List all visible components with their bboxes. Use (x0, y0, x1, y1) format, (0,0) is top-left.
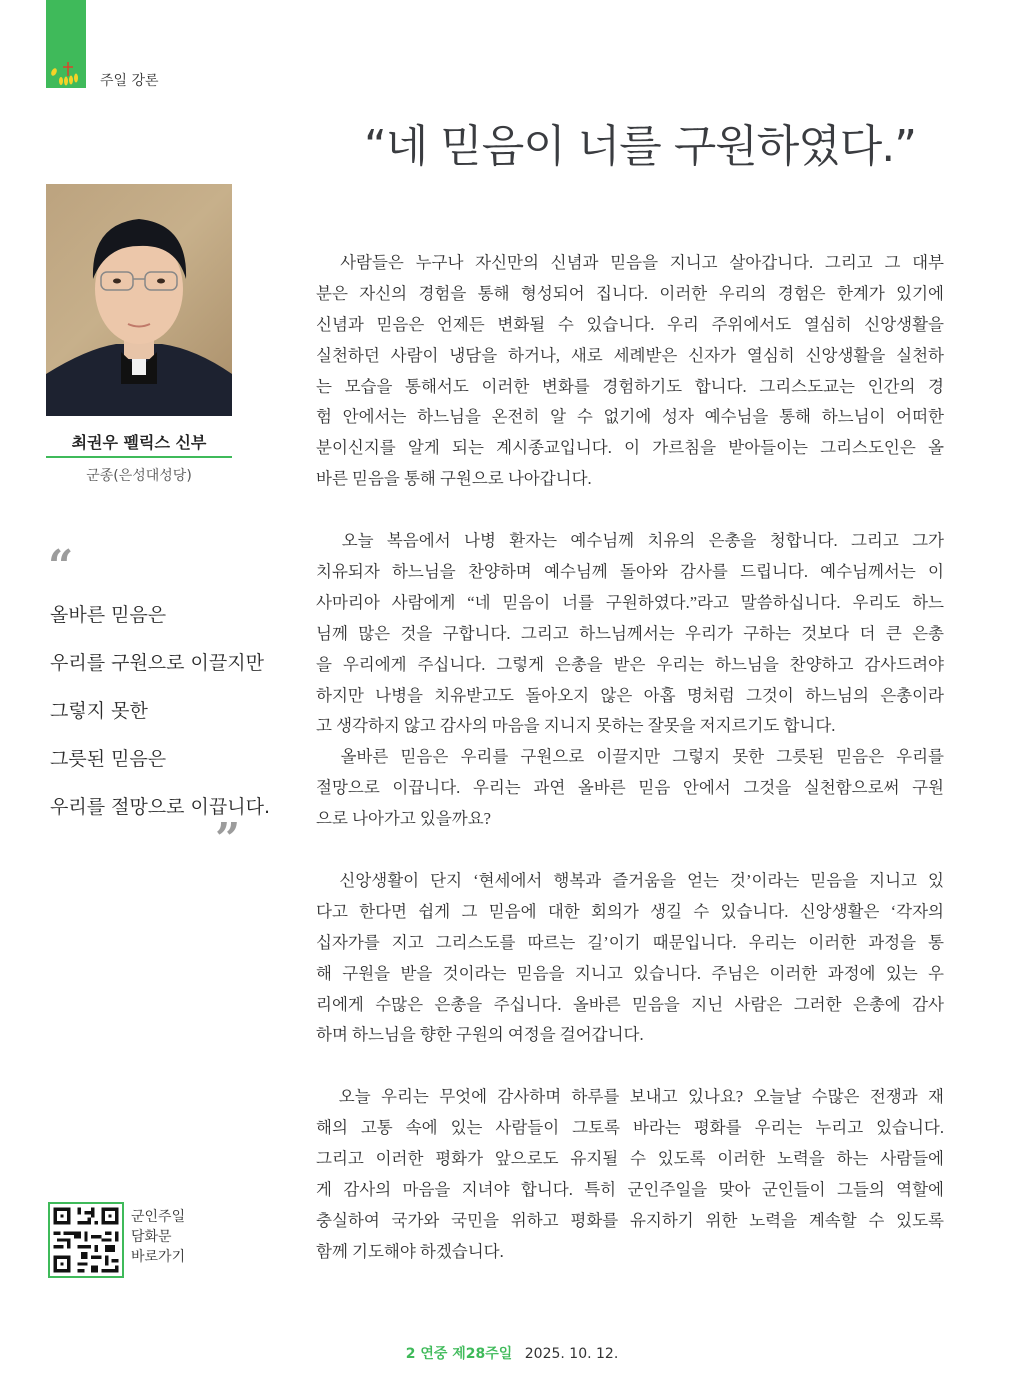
text-line: 는 모습을 통해서도 이러한 변화를 경험하기도 합니다. 그리스도교는 인간의 경 (316, 376, 944, 396)
text-line: 실천하던 사람이 냉담을 하거나, 새로 세례받은 신자가 열심히 신앙생활을 실천하 (316, 345, 944, 365)
qr-link-label[interactable] (131, 1207, 185, 1267)
paragraph (316, 1082, 944, 1267)
cross-candles-icon (46, 48, 86, 88)
text-line: 고 생각하지 않고 감사의 마음을 지니지 못하는 잘못을 저지르기도 합니다. (316, 716, 836, 736)
qr-label-line: 군인주일 (131, 1209, 186, 1225)
text-line: 리에게 수많은 은총을 주십니다. 올바른 믿음을 지닌 사람은 그러한 은총에 감사 (316, 994, 944, 1014)
article-body (316, 248, 944, 1268)
paragraph (316, 742, 944, 835)
text-line: 오늘 복음에서 나병 환자는 예수님께 치유의 은총을 청합니다. 그리고 그가 (316, 531, 944, 551)
text-line: 분이신지를 알게 되는 계시종교입니다. 이 가르침을 받아들이는 그리스도인은 올 (316, 438, 944, 458)
text-line: 분은 자신의 경험을 통해 형성되어 집니다. 이러한 우리의 경험은 한계가 있기에 (316, 283, 944, 303)
section-tab (46, 0, 86, 88)
qr-code-icon (50, 1204, 122, 1276)
pull-quote (50, 600, 270, 840)
qr-label-line: 담화문 (131, 1229, 172, 1245)
issue-date: 2025. 10. 12. (524, 1346, 619, 1362)
text-line: 신념과 믿음은 언제든 변화될 수 있습니다. 우리 주위에서도 열심히 신앙생활을 (316, 314, 944, 334)
text-line: 함께 기도해야 하겠습니다. (316, 1241, 504, 1261)
text-line: 하지만 나병을 치유받고도 돌아오지 않은 아홉 명처럼 그것이 하느님의 은총이라 (316, 685, 944, 705)
page-title: “네 믿음이 너를 구원하였다.” (363, 121, 917, 172)
text-line: 그리고 이러한 평화가 앞으로도 유지될 수 있도록 이러한 노력을 하는 사람들에 (316, 1149, 944, 1169)
text-line: 충실하여 국가와 국민을 위하고 평화를 유지하기 위한 노력을 계속할 수 있도록 (316, 1210, 944, 1230)
text-line: 신앙생활이 단지 ‘현세에서 행복과 즐거움을 얻는 것’이라는 믿음을 지니고 있 (316, 871, 944, 891)
text-line: 사마리아 사람에게 “네 믿음이 너를 구원하였다.”라고 말씀하십니다. 우리도 하느 (316, 592, 944, 612)
qr-label-line: 바로가기 (131, 1249, 186, 1265)
text-line: 하며 하느님을 향한 구원의 여정을 걸어갑니다. (316, 1025, 644, 1045)
text-line: 올바른 믿음은 우리를 구원으로 이끌지만 그렇지 못한 그릇된 믿음은 우리를 (316, 747, 944, 767)
text-line: 십자가를 지고 그리스도를 따르는 길’이기 때문입니다. 우리는 이러한 과정을 통 (316, 932, 944, 952)
paragraph (316, 866, 944, 1051)
author-photo (46, 184, 232, 416)
qr-code[interactable] (48, 1202, 124, 1278)
author-divider (46, 456, 232, 458)
text-line: 치유되자 하느님을 찬양하며 예수님께 돌아와 감사를 드립니다. 예수님께서는 이 (316, 562, 944, 582)
pull-quote-line: 그릇된 믿음은 (50, 748, 167, 770)
text-line: 절망으로 이끕니다. 우리는 과연 올바른 믿음 안에서 그것을 실천함으로써 구원 (316, 778, 944, 798)
text-line: 해의 고통 속에 있는 사람들이 그토록 바라는 평화를 우리는 누리고 있습니다. (316, 1118, 944, 1138)
page-footer (0, 1343, 1024, 1363)
text-line: 바른 믿음을 통해 구원으로 나아갑니다. (316, 469, 592, 489)
portrait-illustration (46, 184, 232, 416)
pull-quote-line: 우리를 구원으로 이끌지만 (50, 652, 264, 674)
issue-label: 2 연중 제28주일 (405, 1346, 513, 1362)
text-line: 을 우리에게 주십니다. 그렇게 은총을 받은 우리는 하느님을 찬양하고 감사드려야 (316, 654, 944, 674)
close-quote-icon: ” (215, 814, 241, 865)
open-quote-icon: “ (48, 541, 74, 592)
text-line: 으로 나아가고 있을까요? (316, 809, 491, 829)
text-line: 사람들은 누구나 자신만의 신념과 믿음을 지니고 살아갑니다. 그리고 그 대부 (316, 253, 944, 272)
paragraph (316, 526, 944, 742)
pull-quote-line: 올바른 믿음은 (50, 604, 167, 626)
text-line: 오늘 우리는 무엇에 감사하며 하루를 보내고 있나요? 오늘날 수많은 전쟁과 재 (316, 1087, 944, 1107)
author-name: 최권우 펠릭스 신부 (71, 433, 207, 452)
text-line: 험 안에서는 하느님을 온전히 알 수 없기에 성자 예수님을 통해 하느님이 어떠한 (316, 407, 944, 427)
text-line: 다고 한다면 쉽게 그 믿음에 대한 회의가 생길 수 있습니다. 신앙생활은 ‘각자의 (316, 901, 944, 921)
text-line: 님께 많은 것을 구합니다. 그리고 하느님께서는 우리가 구하는 것보다 더 큰 은총 (316, 623, 944, 643)
section-label: 주일 강론 (100, 73, 159, 89)
text-line: 해 구원을 받을 것이라는 믿음을 지니고 있습니다. 주님은 이러한 과정에 있는 우 (316, 963, 944, 983)
pull-quote-line: 그렇지 못한 (50, 700, 148, 722)
paragraph (316, 248, 944, 495)
text-line: 게 감사의 마음을 지녀야 합니다. 특히 군인주일을 맞아 군인들이 그들의 역할에 (316, 1180, 944, 1200)
pull-quote-line: 우리를 절망으로 이끕니다. (50, 796, 271, 818)
author-parish: 군종(은성대성당) (86, 468, 192, 484)
